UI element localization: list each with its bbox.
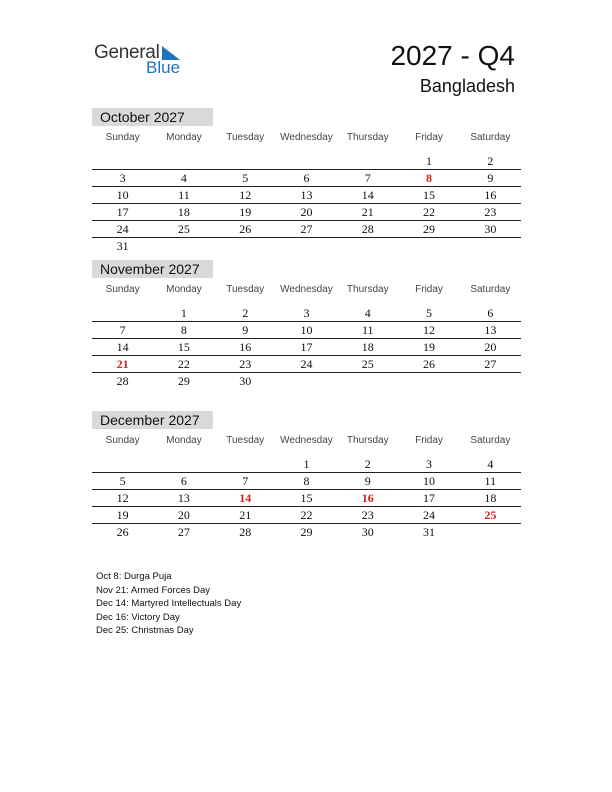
day-cell: 27 — [177, 525, 190, 539]
day-cell: 15 — [423, 188, 436, 202]
holiday-item: Dec 25: Christmas Day — [96, 625, 194, 636]
holiday-day-cell: 21 — [116, 357, 129, 371]
day-cell: 3 — [303, 306, 310, 320]
weekday-label: Wednesday — [280, 435, 333, 446]
day-cell: 22 — [423, 205, 436, 219]
day-cell: 14 — [116, 340, 129, 354]
weekday-label: Saturday — [470, 435, 511, 446]
day-cell: 24 — [116, 222, 129, 236]
weekday-label: Wednesday — [280, 132, 333, 143]
empty-day-cell — [153, 238, 214, 255]
day-cell: 14 — [361, 188, 374, 202]
week-row — [92, 507, 521, 524]
day-cell: 28 — [116, 374, 129, 388]
week-row — [92, 322, 521, 339]
weekday-label: Tuesday — [226, 435, 265, 446]
empty-day-cell — [276, 153, 337, 169]
day-cell: 19 — [423, 340, 436, 354]
day-cell: 18 — [361, 340, 374, 354]
empty-day-cell — [215, 238, 276, 255]
day-cell: 25 — [177, 222, 190, 236]
holiday-item: Oct 8: Durga Puja — [96, 571, 172, 582]
week-row — [92, 305, 521, 322]
day-cell: 3 — [119, 171, 126, 185]
weekday-label: Thursday — [346, 132, 389, 143]
day-cell: 1 — [426, 154, 433, 168]
day-cell: 22 — [177, 357, 190, 371]
day-cell: 19 — [116, 508, 129, 522]
day-cell: 2 — [242, 306, 249, 320]
day-cell: 21 — [239, 508, 252, 522]
day-cell: 4 — [180, 171, 187, 185]
empty-day-cell — [337, 153, 398, 169]
week-row — [92, 204, 521, 221]
day-cell: 27 — [300, 222, 313, 236]
weekday-label: Saturday — [470, 132, 511, 143]
logo-text-blue: Blue — [146, 58, 181, 77]
day-cell: 12 — [423, 323, 436, 337]
empty-day-cell — [460, 524, 521, 541]
week-row — [92, 524, 521, 541]
month-grid — [92, 305, 521, 390]
day-cell: 6 — [180, 474, 187, 488]
empty-day-cell — [460, 238, 521, 255]
day-cell: 30 — [239, 374, 252, 388]
day-cell: 1 — [303, 457, 310, 471]
day-cell: 13 — [300, 188, 313, 202]
day-cell: 28 — [239, 525, 252, 539]
empty-day-cell — [398, 373, 459, 390]
logo-text-general: General — [94, 42, 160, 63]
weekday-label: Sunday — [105, 284, 140, 295]
empty-day-cell — [153, 153, 214, 169]
day-cell: 19 — [239, 205, 252, 219]
weekday-label: Friday — [415, 435, 443, 446]
brand-logo — [94, 42, 194, 78]
month-block-october — [92, 108, 521, 255]
day-cell: 2 — [487, 154, 494, 168]
day-cell: 12 — [116, 491, 129, 505]
day-cell: 11 — [484, 474, 497, 488]
day-cell: 2 — [364, 457, 371, 471]
day-cell: 17 — [300, 340, 313, 354]
country-name: Bangladesh — [419, 76, 515, 96]
day-cell: 12 — [239, 188, 252, 202]
empty-day-cell — [276, 238, 337, 255]
day-cell: 15 — [300, 491, 313, 505]
day-cell: 30 — [361, 525, 374, 539]
month-title: November 2027 — [92, 260, 213, 278]
day-cell: 21 — [361, 205, 374, 219]
day-cell: 5 — [242, 171, 249, 185]
weekday-label: Thursday — [346, 284, 389, 295]
empty-day-cell — [460, 373, 521, 390]
day-cell: 16 — [484, 188, 497, 202]
month-grid — [92, 456, 521, 541]
weekday-label: Wednesday — [280, 284, 333, 295]
month-title: December 2027 — [92, 411, 213, 429]
day-cell: 31 — [423, 525, 436, 539]
day-cell: 31 — [116, 239, 129, 253]
day-cell: 29 — [300, 525, 313, 539]
day-cell: 13 — [484, 323, 497, 337]
empty-day-cell — [398, 238, 459, 255]
day-cell: 3 — [426, 457, 433, 471]
day-cell: 5 — [426, 306, 433, 320]
day-cell: 9 — [487, 171, 494, 185]
day-cell: 10 — [300, 323, 313, 337]
day-cell: 1 — [180, 306, 187, 320]
day-cell: 20 — [300, 205, 313, 219]
day-cell: 24 — [423, 508, 436, 522]
holiday-day-cell: 16 — [361, 491, 374, 505]
holiday-list — [96, 570, 241, 638]
day-cell: 16 — [239, 340, 252, 354]
week-row — [92, 473, 521, 490]
empty-day-cell — [337, 373, 398, 390]
week-row — [92, 373, 521, 390]
weekday-label: Tuesday — [226, 132, 265, 143]
day-cell: 23 — [239, 357, 252, 371]
day-cell: 10 — [116, 188, 129, 202]
weekday-label: Tuesday — [226, 284, 265, 295]
day-cell: 7 — [119, 323, 126, 337]
day-cell: 8 — [180, 323, 187, 337]
month-block-december — [92, 411, 521, 541]
holiday-item: Nov 21: Armed Forces Day — [96, 584, 211, 596]
day-cell: 22 — [300, 508, 313, 522]
day-cell: 10 — [423, 474, 436, 488]
weekday-label: Thursday — [346, 435, 389, 446]
empty-day-cell — [276, 373, 337, 390]
weekday-label: Friday — [415, 132, 443, 143]
day-cell: 5 — [119, 474, 126, 488]
day-cell: 4 — [487, 457, 494, 471]
holiday-day-cell: 25 — [484, 508, 497, 522]
day-cell: 27 — [484, 357, 497, 371]
day-cell: 30 — [484, 222, 497, 236]
empty-day-cell — [215, 153, 276, 169]
day-cell: 11 — [361, 323, 374, 337]
day-cell: 28 — [361, 222, 374, 236]
weekday-label: Saturday — [470, 284, 511, 295]
day-cell: 4 — [364, 306, 371, 320]
day-cell: 24 — [300, 357, 313, 371]
day-cell: 17 — [423, 491, 436, 505]
weekday-label: Monday — [166, 284, 202, 295]
empty-day-cell — [92, 305, 153, 321]
holiday-item: Dec 16: Victory Day — [96, 611, 180, 623]
weekday-label: Sunday — [105, 435, 140, 446]
day-cell: 7 — [364, 171, 371, 185]
weekday-header-row — [92, 283, 521, 305]
day-cell: 23 — [361, 508, 374, 522]
day-cell: 17 — [116, 205, 129, 219]
empty-day-cell — [337, 238, 398, 255]
week-row — [92, 339, 521, 356]
week-row — [92, 356, 521, 373]
empty-day-cell — [153, 456, 214, 472]
week-row — [92, 490, 521, 507]
day-cell: 26 — [423, 357, 436, 371]
day-cell: 9 — [242, 323, 249, 337]
week-row — [92, 221, 521, 238]
page-title: 2027 - Q4 — [390, 40, 515, 71]
day-cell: 20 — [484, 340, 497, 354]
weekday-label: Monday — [166, 435, 202, 446]
day-cell: 6 — [487, 306, 494, 320]
day-cell: 7 — [242, 474, 249, 488]
day-cell: 6 — [303, 171, 310, 185]
week-row — [92, 187, 521, 204]
day-cell: 8 — [303, 474, 310, 488]
month-block-november — [92, 260, 521, 390]
day-cell: 13 — [177, 491, 190, 505]
holiday-day-cell: 14 — [239, 491, 252, 505]
week-row — [92, 153, 521, 170]
weekday-header-row — [92, 434, 521, 456]
day-cell: 29 — [177, 374, 190, 388]
empty-day-cell — [92, 456, 153, 472]
weekday-label: Friday — [415, 284, 443, 295]
day-cell: 20 — [177, 508, 190, 522]
day-cell: 29 — [423, 222, 436, 236]
day-cell: 26 — [116, 525, 129, 539]
day-cell: 25 — [361, 357, 374, 371]
day-cell: 18 — [177, 205, 190, 219]
day-cell: 9 — [364, 474, 371, 488]
weekday-label: Sunday — [105, 132, 140, 143]
empty-day-cell — [92, 153, 153, 169]
week-row — [92, 456, 521, 473]
day-cell: 18 — [484, 491, 497, 505]
holiday-day-cell: 8 — [426, 171, 433, 185]
day-cell: 26 — [239, 222, 252, 236]
week-row — [92, 170, 521, 187]
day-cell: 11 — [178, 188, 190, 202]
month-grid — [92, 153, 521, 255]
month-title: October 2027 — [92, 108, 213, 126]
day-cell: 15 — [177, 340, 190, 354]
day-cell: 23 — [484, 205, 497, 219]
holiday-item: Dec 14: Martyred Intellectuals Day — [96, 598, 242, 609]
weekday-label: Monday — [166, 132, 202, 143]
week-row — [92, 238, 521, 255]
weekday-header-row — [92, 131, 521, 153]
empty-day-cell — [215, 456, 276, 472]
